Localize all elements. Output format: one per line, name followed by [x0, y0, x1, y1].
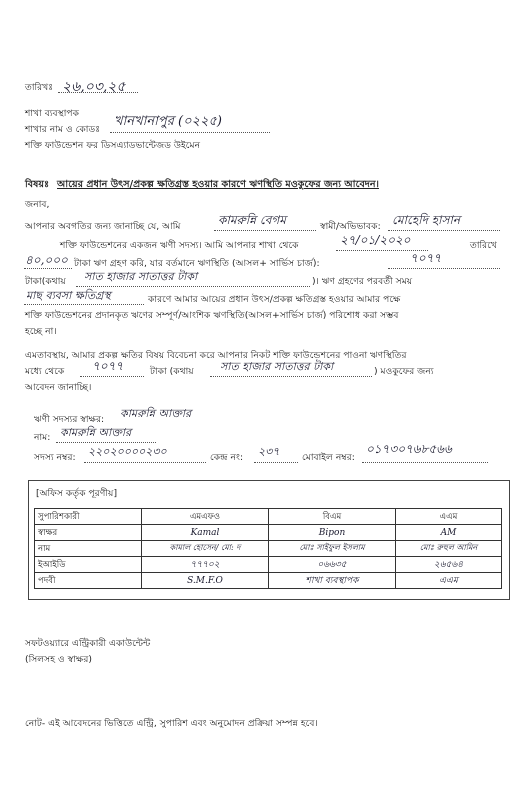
software-line: সফটওয়্যারে এন্ট্রিকারী একাউন্টেন্ট: [25, 638, 151, 649]
branch-value: খানখানাপুর (০২২৫): [114, 114, 222, 129]
table-row: [35, 557, 502, 573]
outstanding-words-underline: [76, 286, 310, 287]
row-label-signature: স্বাক্ষর: [35, 525, 142, 541]
table-header-row: [35, 509, 502, 525]
table-row: [35, 573, 502, 589]
recommendation-table: [34, 508, 502, 589]
name-label: নাম:: [34, 432, 51, 443]
member-no-underline: [84, 462, 206, 463]
loan-amount-hand: ৪০,০০০: [25, 253, 68, 267]
date-label: তারিখঃ: [25, 82, 54, 93]
reason-hand: মাছ ব্যবসা ক্ষতিগ্রস্থ: [26, 289, 111, 302]
p1-d: তারিখে: [470, 240, 497, 251]
cell-eid-bm: ০৬৬৩৫: [269, 557, 396, 573]
p1-i: শক্তি ফাউন্ডেশনের প্রদানকৃত ঋণের সম্পূর্ণ/আংশিক ঋণস্থিতি(আসল+সার্ভিস চার্জ) পরিশোধ করা সম্ভব: [25, 310, 399, 321]
p1-a: আপনার অবগতির জন্য জানাচ্ছি যে, আমি: [25, 221, 181, 232]
member-no-label: সদস্য নম্বর:: [34, 452, 76, 463]
mobile-value: ০১৭৩০৭৬৮৫৬৬: [366, 442, 452, 456]
waive-amount-hand: ৭০৭৭: [92, 359, 124, 373]
name-value: কামরুন্নি আক্তার: [60, 426, 132, 439]
waive-words-underline: [210, 376, 372, 377]
p2-d: ) মওকুফের জন্য: [374, 366, 434, 377]
org-line: শক্তি ফাউন্ডেশন ফর ডিসএ্যাডভান্টেজড উইমেন: [25, 140, 201, 151]
outstanding-words-hand: সাত হাজার সাতাত্তর টাকা: [84, 270, 198, 283]
cell-designation-am: এএম: [396, 573, 502, 589]
outstanding-underline: [388, 268, 500, 269]
cell-designation-bm: শাখা ব্যবস্থাপক: [269, 573, 396, 589]
header-cell-am: এএম: [396, 509, 502, 525]
loan-amount-underline: [24, 268, 72, 269]
p1-j: হচ্ছে না।: [25, 326, 57, 337]
header-cell-mfo: এমএফও: [142, 509, 269, 525]
header-cell-bm: বিএম: [269, 509, 396, 525]
cell-signature-am: AM: [396, 525, 502, 541]
guardian-name-hand: মোহেদি হাসান: [392, 213, 461, 227]
subject-label: বিষয়ঃ: [25, 179, 50, 190]
date-underline: [58, 92, 138, 93]
mobile-label: মোবাইল নম্বর:: [302, 452, 355, 463]
p1-c: শক্তি ফাউন্ডেশনের একজন ঋণী সদস্য। আমি আপনার শাখা থেকে: [60, 240, 299, 251]
mobile-underline: [362, 462, 488, 463]
center-value: ২৩৭: [258, 445, 280, 458]
footer-note: নোট- এই আবেদনের ভিত্তিতে এন্ট্রি, সুপারিশ এবং অনুমোদন প্রক্রিয়া সম্পন্ন হবে।: [25, 718, 318, 729]
p1-h: কারণে আমার আয়ের প্রধান উৎস/প্রকল্প ক্ষতিগ্রস্ত হওয়ার আমার পক্ষে: [148, 294, 401, 305]
member-name-hand: কামরুন্নি বেগম: [218, 213, 286, 227]
p1-b: স্বামী/অভিভাবক:: [320, 221, 381, 232]
cell-name-am: মোঃ রুহুল আমিন: [396, 541, 502, 557]
subject-text: আয়ের প্রধান উৎস/প্রকল্প ক্ষতিগ্রস্ত হওয়ার কারণে ঋণস্থিতি মওকুফের জন্য আবেদন।: [57, 179, 379, 190]
p1-f: টাকা(কথায়: [25, 276, 66, 287]
row-label-name: নাম: [35, 541, 142, 557]
row-label-eid: ইআইডি: [35, 557, 142, 573]
branch-label: শাখার নাম ও কোডঃ: [25, 124, 101, 135]
guardian-underline: [388, 230, 500, 231]
office-box-title: [অফিস কর্তৃক পূরণীয়]: [36, 488, 118, 499]
table-row: [35, 525, 502, 541]
center-underline: [254, 462, 298, 463]
cell-designation-mfo: S.M.F.O: [142, 573, 269, 589]
cell-eid-am: ২৬৫৬৪: [396, 557, 502, 573]
table-row: [35, 541, 502, 557]
cell-signature-mfo: Kamal: [142, 525, 269, 541]
software-sub: (সিলসহ ও স্বাক্ষর): [25, 654, 92, 665]
waive-words-hand: সাত হাজার সাতাত্তর টাকা: [220, 360, 334, 373]
p1-e: টাকা ঋণ গ্রহণ করি, যার বর্তমানে ঋণস্থিতি (আসল+ সার্ভিস চার্জ):: [74, 258, 320, 269]
p1-g: )। ঋণ গ্রহণের পরবর্তী সময়: [312, 276, 413, 287]
date-value: ২৬,০৩,২৫: [62, 79, 126, 95]
cell-name-bm: মোঃ সাইফুল ইসলাম: [269, 541, 396, 557]
branch-underline: [110, 132, 270, 133]
center-label: কেন্দ্র নং:: [210, 452, 244, 463]
to-line: শাখা ব্যবস্থাপক: [25, 108, 80, 119]
header-cell-recommender: সুপারিশকারী: [35, 509, 142, 525]
p2-c: টাকা (কথায়: [150, 366, 194, 377]
row-label-designation: পদবী: [35, 573, 142, 589]
loan-date-hand: ২৭/০১/২০২০: [340, 233, 411, 247]
salutation: জনাব,: [25, 199, 50, 210]
member-no-value: ২২০২০০০০২৩০: [88, 445, 167, 458]
outstanding-hand: ৭০৭৭: [410, 251, 442, 265]
cell-eid-mfo: ৭৭৭০২: [142, 557, 269, 573]
p2-a: এমতাবস্থায়, আমার প্রকল্প ক্ষতির বিষয় বিবেচনা করে আপনার নিকট শক্তি ফাউন্ডেশনের পাওনা ঋণস্থিতির: [25, 350, 407, 361]
sign-value: কামরুন্নি আক্তার: [120, 407, 192, 420]
sign-label: ঋণী সদস্যর স্বাক্ষর:: [34, 414, 105, 425]
member-name-underline: [214, 230, 316, 231]
p2-b: মধ্যে থেকে: [25, 366, 65, 377]
cell-name-mfo: কামাল হোসেন/ মো: দ: [142, 541, 269, 557]
cell-signature-bm: Bipon: [269, 525, 396, 541]
reason-underline: [24, 304, 144, 305]
p2-e: আবেদন জানাচ্ছি।: [25, 382, 92, 393]
waive-amount-underline: [80, 376, 144, 377]
